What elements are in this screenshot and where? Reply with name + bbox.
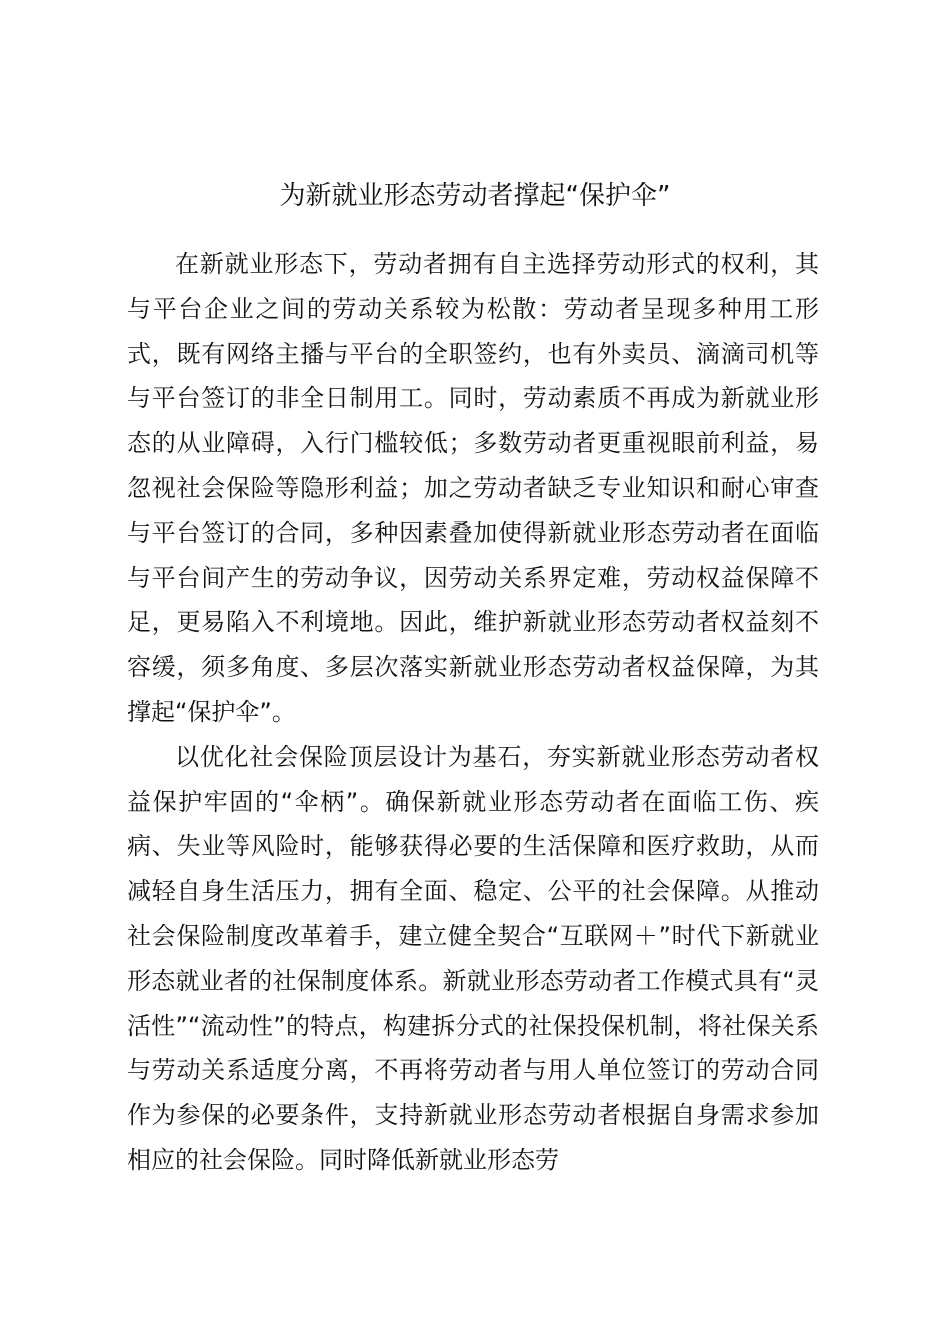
paragraph-2: 以优化社会保险顶层设计为基石，夯实新就业形态劳动者权益保护牢固的“伞柄”。确保新就业形态劳动者在面临工伤、疾病、失业等风险时，能够获得必要的生活保障和医疗救助，从而减轻自身生活压力，拥有全面、稳定、公平的社会保障。从推动社会保险制度改革着手，建立健全契合“互联网＋”时代下新就业形态就业者的社保制度体系。新就业形态劳动者工作模式具有“灵活性”“流动性”的特点，构建拆分式的社保投保机制，将社保关系与劳动关系适度分离，不再将劳动者与用人单位签订的劳动合同作为参保的必要条件，支持新就业形态劳动者根据自身需求参加相应的社会保险。同时降低新就业形态劳 <box>127 742 819 1174</box>
document-body <box>127 242 819 1183</box>
paragraph-1: 在新就业形态下，劳动者拥有自主选择劳动形式的权利，其与平台企业之间的劳动关系较为松散：劳动者呈现多种用工形式，既有网络主播与平台的全职签约，也有外卖员、滴滴司机等与平台签订的非全日制用工。同时，劳动素质不再成为新就业形态的从业障碍，入行门槛较低；多数劳动者更重视眼前利益，易忽视社会保险等隐形利益；加之劳动者缺乏专业知识和耐心审查与平台签订的合同，多种因素叠加使得新就业形态劳动者在面临与平台间产生的劳动争议，因劳动关系界定难，劳动权益保障不足，更易陷入不利境地。因此，维护新就业形态劳动者权益刻不容缓，须多角度、多层次落实新就业形态劳动者权益保障，为其撑起“保护伞”。 <box>127 250 819 726</box>
document-title: 为新就业形态劳动者撑起“保护伞” <box>279 181 671 211</box>
